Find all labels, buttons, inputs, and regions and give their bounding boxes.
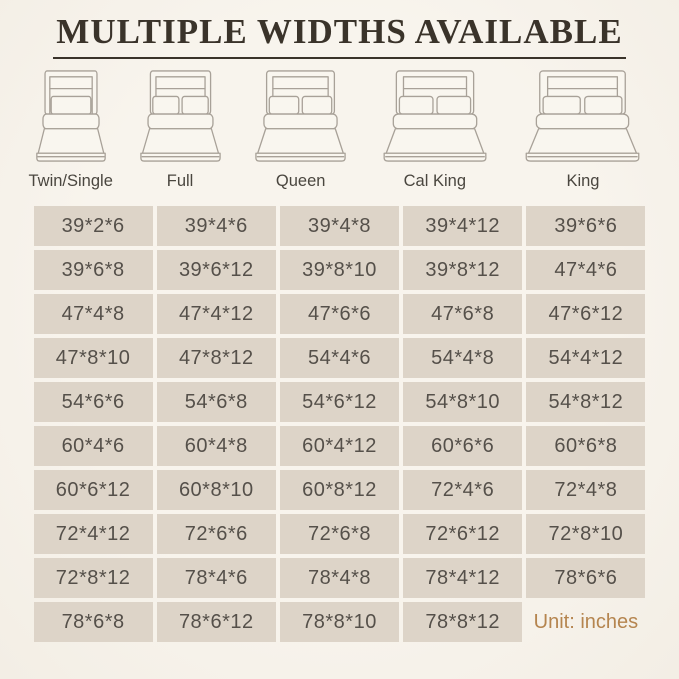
size-cell: 78*4*12 bbox=[403, 558, 522, 598]
size-cell: 39*6*8 bbox=[34, 250, 153, 290]
size-cell: 54*6*6 bbox=[34, 382, 153, 422]
size-cell: 72*4*8 bbox=[526, 470, 645, 510]
size-cell: 60*6*8 bbox=[526, 426, 645, 466]
size-cell: 54*4*6 bbox=[280, 338, 399, 378]
size-cell: 78*4*6 bbox=[157, 558, 276, 598]
size-cell: 72*4*6 bbox=[403, 470, 522, 510]
size-cell: 72*8*12 bbox=[34, 558, 153, 598]
size-cell: 54*6*12 bbox=[280, 382, 399, 422]
bed-icon bbox=[247, 69, 354, 165]
bed-figure-twin-single bbox=[29, 69, 113, 191]
bed-size-label: Twin/Single bbox=[28, 172, 113, 190]
bed-figure-king bbox=[515, 69, 650, 191]
bed-size-illustrations bbox=[29, 69, 651, 191]
size-cell: 47*4*6 bbox=[526, 250, 645, 290]
size-cell: 47*8*10 bbox=[34, 338, 153, 378]
size-cell: 60*4*6 bbox=[34, 426, 153, 466]
size-table bbox=[34, 206, 646, 642]
size-cell: 78*8*12 bbox=[403, 602, 522, 642]
size-cell: 78*4*8 bbox=[280, 558, 399, 598]
bed-figure-cal-king bbox=[374, 69, 496, 191]
size-cell: 60*8*12 bbox=[280, 470, 399, 510]
bed-size-label: Cal King bbox=[403, 172, 466, 190]
size-cell: 47*8*12 bbox=[157, 338, 276, 378]
bed-figure-queen bbox=[247, 69, 354, 191]
size-cell: 39*8*12 bbox=[403, 250, 522, 290]
title-wrap bbox=[0, 0, 679, 59]
size-cell: 47*6*6 bbox=[280, 294, 399, 334]
size-cell: 39*4*12 bbox=[403, 206, 522, 246]
size-cell: 39*6*12 bbox=[157, 250, 276, 290]
unit-note: Unit: inches bbox=[533, 611, 639, 633]
size-cell: 54*4*8 bbox=[403, 338, 522, 378]
size-cell: 60*6*6 bbox=[403, 426, 522, 466]
bed-icon bbox=[515, 69, 650, 165]
size-cell: 47*6*8 bbox=[403, 294, 522, 334]
size-cell: 39*4*8 bbox=[280, 206, 399, 246]
size-cell: 78*6*12 bbox=[157, 602, 276, 642]
size-cell: 54*8*12 bbox=[526, 382, 645, 422]
size-cell: 78*6*8 bbox=[34, 602, 153, 642]
size-cell: 60*4*12 bbox=[280, 426, 399, 466]
size-cell: 78*6*6 bbox=[526, 558, 645, 598]
size-cell: 78*8*10 bbox=[280, 602, 399, 642]
size-cell: 54*6*8 bbox=[157, 382, 276, 422]
size-cell: 39*2*6 bbox=[34, 206, 153, 246]
size-cell: 72*6*12 bbox=[403, 514, 522, 554]
size-cell: 47*4*8 bbox=[34, 294, 153, 334]
bed-icon bbox=[30, 69, 112, 165]
size-cell: 72*6*6 bbox=[157, 514, 276, 554]
size-cell: 47*4*12 bbox=[157, 294, 276, 334]
bed-icon bbox=[133, 69, 228, 165]
size-cell: 39*6*6 bbox=[526, 206, 645, 246]
size-cell: 72*4*12 bbox=[34, 514, 153, 554]
bed-size-label: Full bbox=[166, 172, 194, 190]
size-cell: 60*4*8 bbox=[157, 426, 276, 466]
size-cell: 60*8*10 bbox=[157, 470, 276, 510]
bed-size-label: King bbox=[566, 172, 600, 190]
size-cell: 72*6*8 bbox=[280, 514, 399, 554]
bed-size-label: Queen bbox=[275, 172, 326, 190]
bed-figure-full bbox=[133, 69, 228, 191]
bed-icon bbox=[374, 69, 496, 165]
size-cell: 54*8*10 bbox=[403, 382, 522, 422]
size-cell: 47*6*12 bbox=[526, 294, 645, 334]
size-cell: 39*4*6 bbox=[157, 206, 276, 246]
size-cell: 54*4*12 bbox=[526, 338, 645, 378]
size-cell: 60*6*12 bbox=[34, 470, 153, 510]
page-title: MULTIPLE WIDTHS AVAILABLE bbox=[53, 12, 625, 59]
size-cell: 72*8*10 bbox=[526, 514, 645, 554]
size-cell: 39*8*10 bbox=[280, 250, 399, 290]
